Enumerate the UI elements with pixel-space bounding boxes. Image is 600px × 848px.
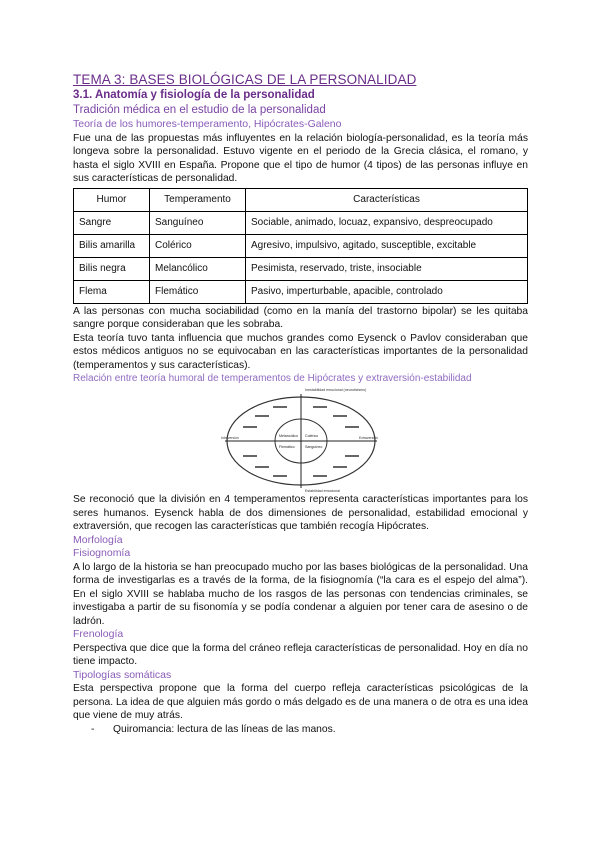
- section-heading: 3.1. Anatomía y fisiología de la personalidad: [73, 89, 315, 101]
- table-cell: Flema: [74, 280, 150, 303]
- bullet-list: [73, 723, 528, 737]
- table-cell: Sanguíneo: [150, 211, 246, 234]
- paragraph-frenologia: Perspectiva que dice que la forma del cráneo refleja características de personalidad. Hoy en día no tiene impacto.: [73, 642, 528, 667]
- table-row: [74, 257, 528, 280]
- table-cell: Sociable, animado, locuaz, expansivo, despreocupado: [246, 211, 528, 234]
- table-row: [74, 211, 528, 234]
- humor-table: [73, 188, 528, 304]
- table-cell: Bilis amarilla: [74, 234, 150, 257]
- diagram-top-label: Inestabilidad emocional (neuroticismo): [304, 388, 366, 392]
- subsection-heading: Tradición médica en el estudio de la personalidad: [73, 104, 326, 116]
- figure-caption: Relación entre teoría humoral de temperamentos de Hipócrates y extraversión-estabilidad: [73, 373, 472, 384]
- table-cell: Colérico: [150, 234, 246, 257]
- table-cell: Pasivo, imperturbable, apacible, controlado: [246, 280, 528, 303]
- topic-heading-frenologia: Frenología: [73, 628, 124, 640]
- quadrant-sanguine: Sanguíneo: [304, 445, 322, 449]
- quadrant-phlegmatic: Flemático: [278, 445, 295, 449]
- paragraph-division: Se reconoció que la división en 4 temperamentos representa características importantes para los seres humanos. Eysenck habla de dos dimensiones de personalidad, estabilidad emocional y extraversión, que recogen las características que también recogía Hipócrates.: [73, 494, 528, 532]
- table-cell: Sangre: [74, 211, 150, 234]
- diagram-bottom-label: Estabilidad emocional: [304, 489, 340, 493]
- table-cell: Pesimista, reservado, triste, insociable: [246, 257, 528, 280]
- temperament-diagram: [221, 385, 381, 493]
- paragraph-influencia: Esta teoría tuvo tanta influencia que muchos grandes como Eysenck o Pavlov consideraban que estos médicos antiguos no se equivocaban en las características importantes de la personalidad (temperamentos y sus características).: [73, 332, 528, 371]
- topic-heading-fisiognomia: Fisiognomía: [73, 547, 131, 559]
- table-cell: Bilis negra: [74, 257, 150, 280]
- page-title: TEMA 3: BASES BIOLÓGICAS DE LA PERSONALIDAD: [73, 72, 417, 87]
- table-header: Humor: [74, 188, 150, 211]
- topic-heading-humores: Teoría de los humores-temperamento, Hipócrates-Galeno: [73, 118, 342, 130]
- list-marker: -: [91, 723, 95, 735]
- table-cell: Flemático: [150, 280, 246, 303]
- table-row: [74, 234, 528, 257]
- diagram-right-label: Extraversión: [358, 436, 378, 440]
- quadrant-choleric: Colérico: [304, 434, 318, 438]
- paragraph-humores: Fue una de las propuestas más influyentes en la relación biología-personalidad, es la teoría más longeva sobre la personalidad. Estuvo vigente en el periodo de la Grecia clásica, el romano, y hasta el siglo XVIII en España. Propone que el tipo de humor (4 tipos) de las personas influye en sus características de personalidad.: [73, 132, 528, 184]
- quadrant-melancholic: Melancólico: [278, 434, 298, 438]
- list-item: [91, 723, 528, 737]
- table-header: Características: [246, 188, 528, 211]
- topic-heading-tipologias: Tipologías somáticas: [73, 668, 172, 681]
- diagram-left-label: Introversión: [220, 436, 239, 440]
- paragraph-fisiognomia: A lo largo de la historia se han preocupado mucho por las bases biológicas de la personalidad. Una forma de investigarlas es a través de la forma, de la fisiognomía (“la cara es el espejo del alma”). En el siglo XVIII se hablaba mucho de los rasgos de las personas con tendencias criminales, se investigaba a partir de su fisonomía y se podía condenar a alguien por tener cara de asesino o de ladrón.: [73, 561, 528, 627]
- list-item-text: Quiromancia: lectura de las líneas de las manos.: [113, 723, 336, 735]
- paragraph-sociabilidad: A las personas con mucha sociabilidad (como en la manía del trastorno bipolar) se les quitaba sangre porque consideraban que les sobraba.: [73, 305, 528, 330]
- document-content: [73, 72, 528, 737]
- table-header: Temperamento: [150, 188, 246, 211]
- paragraph-tipologias: Esta perspectiva propone que la forma del cuerpo refleja características psicológicas de la persona. La idea de que alguien más gordo o más delgado es de una manera o de otra es una idea que viene de muy atrás.: [73, 683, 528, 721]
- topic-heading-morfologia: Morfología: [73, 533, 123, 546]
- table-header-row: [74, 188, 528, 211]
- table-cell: Agresivo, impulsivo, agitado, susceptible, excitable: [246, 234, 528, 257]
- table-cell: Melancólico: [150, 257, 246, 280]
- table-row: [74, 280, 528, 303]
